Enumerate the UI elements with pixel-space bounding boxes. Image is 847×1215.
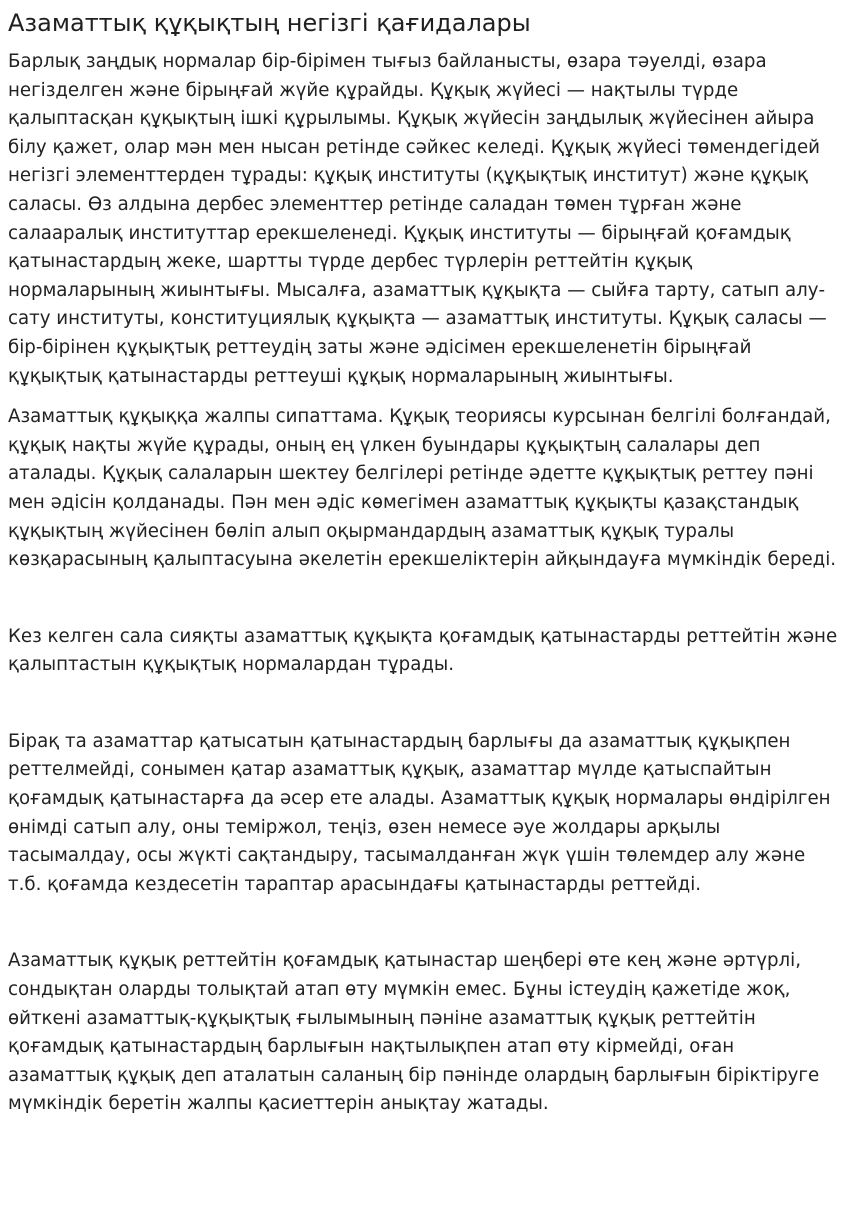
paragraph-civil-law-norms: Кез келген сала сияқты азаматтық құқықта қоғамдық қатынастарды реттейтін және қалыптастын құқықтық нормалардан тұрады. — [8, 625, 838, 676]
page-title: Азаматтық құқықтың негізгі қағидалары — [8, 9, 531, 37]
paragraph-civil-law-overview: Азаматтық құқыққа жалпы сипаттама. Құқық теориясы курсынан белгілі болғандай, құқық нақты жүйе құрады, оның ең үлкен буындары құқықтың салалары деп аталады. Құқық салаларын шектеу белгілері ретінде әдетте құқықтық реттеу пәні мен әдісін қолданады. Пән мен әдіс көмегімен азаматтық құқықты қазақстандық құқықтың жүйесінен бөліп алып оқырмандардың азаматтық құқық туралы көзқарасының қалыптасуына әкелетін ерекшеліктерін айқындауға мүмкіндік береді. — [8, 406, 837, 571]
paragraph-legal-system: Барлық заңдық нормалар бір-бірімен тығыз байланысты, өзара тәуелді, өзара негізделген және бірыңғай жүйе құрайды. Құқық жүйесі — нақтылы түрде қалыптасқан құқықтың ішкі құрылымы. Құқық жүйесін заңдылық жүйесінен айыра білу қажет, олар мән мен нысан ретінде сәйкес келеді. Құқық жүйесі төмендегідей негізгі элементтерден тұрады: құқық институты (құқықтық институт) және құқық саласы. Өз алдына дербес элементтер ретінде саладан төмен тұрған және салааралық институттар ерекшеленеді. Құқық институты — бірыңғай қоғамдық қатынастардың жеке, шартты түрде дербес түрлерін реттейтін құқық нормаларының жиынтығы. Мысалға, азаматтық құқықта — сыйға тарту, сатып алу-сату институты, конституциялық құқықта — азаматтық институты. Құқық саласы — бір-бірінен құқықтық реттеудің заты және әдісімен ерекшеленетін бірыңғай құқықтық қатынастарды реттеуші құқық нормаларының жиынтығы. — [8, 51, 827, 387]
paragraph-citizen-relations: Бірақ та азаматтар қатысатын қатынастардың барлығы да азаматтық құқықпен реттелмейді, сонымен қатар азаматтық құқық, азаматтар мүлде қатыспайтын қоғамдық қатынастарға да әсер ете алады. Азаматтық құқық нормалары өндірілген өнімді сатып алу, оны теміржол, теңіз, өзен немесе әуе жолдары арқылы тасымалдау, осы жүкті сақтандыру, тасымалданған жүк үшін төлемдер алу және т.б. қоғамда кездесетін тараптар арасындағы қатынастарды реттейді. — [8, 730, 831, 895]
paragraph-social-relations-scope: Азаматтық құқық реттейтін қоғамдық қатынастар шеңбері өте кең және әртүрлі, сондықтан оларды толықтай атап өту мүмкін емес. Бұны істеудің қажетіде жоқ, өйткені азаматтық-құқықтық ғылымының пәніне азаматтық құқық реттейтін қоғамдық қатынастардың барлығын нақтылықпен атап өту кірмейді, оған азаматтық құқық деп аталатын саланың бір пәнінде олардың барлығын біріктіруге мүмкіндік беретін жалпы қасиеттерін анықтау жатады. — [8, 950, 820, 1115]
